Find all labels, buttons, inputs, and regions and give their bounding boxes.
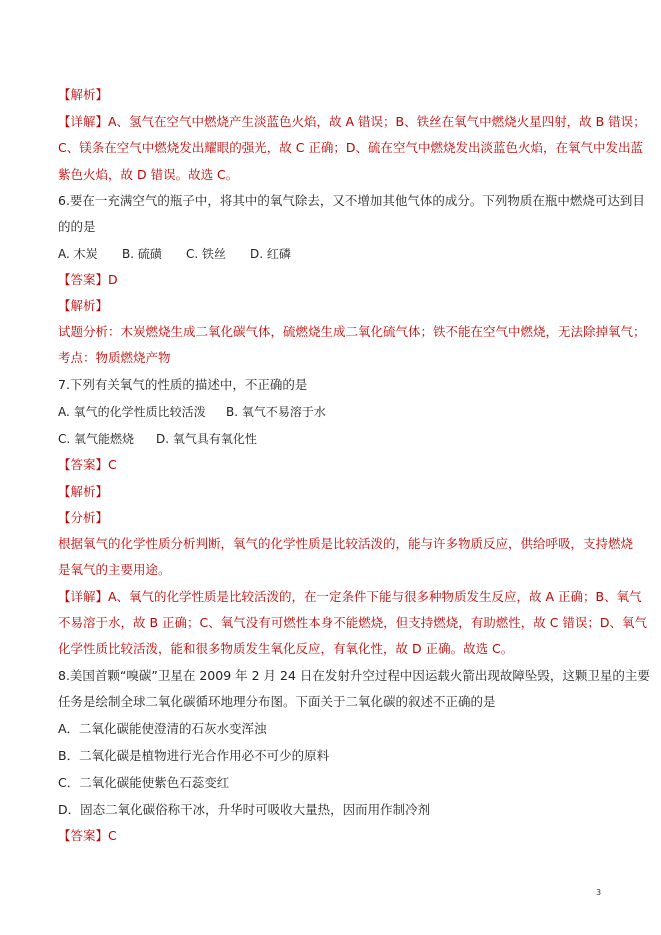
detail-line-2: C、镁条在空气中燃烧发出耀眼的强光，故 C 正确；D、硫在空气中燃烧发出淡蓝色火焰，在氧气中发出蓝 <box>58 140 644 155</box>
answer-label: 【答案】 <box>58 457 109 472</box>
q8-option-d: D．固态二氧化碳俗称干冰，升华时可吸收大量热，因而用作制冷剂 <box>58 802 431 817</box>
q6-option-c: C. 铁丝 <box>186 247 227 261</box>
detail-line-2: 不易溶于水，故 B 正确；C、氧气没有可燃性本身不能燃烧，但支持燃烧，有助燃性，故 C 错误；D、氧气 <box>58 615 648 630</box>
q8-option-a: A．二氧化碳能使澄清的石灰水变浑浊 <box>58 721 267 736</box>
answer-8 <box>58 828 117 844</box>
breakdown-line-2: 是氧气的主要用途。 <box>58 562 171 577</box>
question-8-line-2: 任务是绘制全球二氧化碳循环地理分布图。下面关于二氧化碳的叙述不正确的是 <box>58 694 496 709</box>
answer-value: D <box>108 272 118 287</box>
key-point: 考点：物质燃烧产物 <box>58 350 171 365</box>
q6-option-d: D. 红磷 <box>250 247 291 261</box>
analysis-text: 试题分析：木炭燃烧生成二氧化碳气体，硫燃烧生成二氧化硫气体；铁不能在空气中燃烧，无法除掉氧气； <box>58 324 646 339</box>
question-6-line-1: 6.要在一充满空气的瓶子中，将其中的氧气除去，又不增加其他气体的成分。下列物质在瓶中燃烧可达到目 <box>58 193 645 208</box>
detail-line-1: 【详解】A、氧气的化学性质是比较活泼的，在一定条件下能与很多种物质发生反应，故 A 正确；B、氧气 <box>58 589 642 604</box>
answer-value: C <box>108 828 117 843</box>
detail-line-3: 紫色火焰，故 D 错误。故选 C。 <box>58 167 239 182</box>
question-6-line-2: 的的是 <box>58 219 96 234</box>
q8-option-c: C．二氧化碳能使紫色石蕊变红 <box>58 775 230 790</box>
question-7: 7.下列有关氧气的性质的描述中，不正确的是 <box>58 377 308 392</box>
q7-option-d: D. 氧气具有氧化性 <box>156 432 257 446</box>
q6-option-a: A. 木炭 <box>58 247 98 261</box>
answer-label: 【答案】 <box>58 828 109 843</box>
q7-option-c: C. 氧气能燃烧 <box>58 432 135 446</box>
answer-6 <box>58 272 118 288</box>
detail-line-3: 化学性质比较活泼，能和很多物质发生氧化反应，有氧化性，故 D 正确。故选 C。 <box>58 641 514 656</box>
detail-line-1: 【详解】A、氢气在空气中燃烧产生淡蓝色火焰，故 A 错误；B、铁丝在氧气中燃烧火星四射，故 B 错误； <box>58 114 646 129</box>
answer-7 <box>58 457 117 473</box>
answer-value: C <box>108 457 117 472</box>
q8-option-b: B．二氧化碳是植物进行光合作用必不可少的原料 <box>58 748 330 763</box>
question-8-line-1: 8.美国首颗“嗅碳”卫星在 2009 年 2 月 24 日在发射升空过程中因运载火箭出现故障坠毁，这颗卫星的主要 <box>58 668 650 683</box>
page-number: 3 <box>596 888 602 897</box>
analysis-heading: 【解析】 <box>58 484 109 499</box>
analysis-heading: 【解析】 <box>58 298 109 313</box>
answer-label: 【答案】 <box>58 272 109 287</box>
q7-option-b: B. 氧气不易溶于水 <box>226 405 326 419</box>
breakdown-line-1: 根据氧气的化学性质分析判断，氧气的化学性质是比较活泼的，能与许多物质反应，供给呼吸，支持燃烧 <box>58 536 634 551</box>
breakdown-heading: 【分析】 <box>58 510 109 525</box>
q7-option-a: A. 氧气的化学性质比较活泼 <box>58 405 206 419</box>
q6-option-b: B. 硫磺 <box>122 247 162 261</box>
analysis-heading: 【解析】 <box>58 87 109 102</box>
